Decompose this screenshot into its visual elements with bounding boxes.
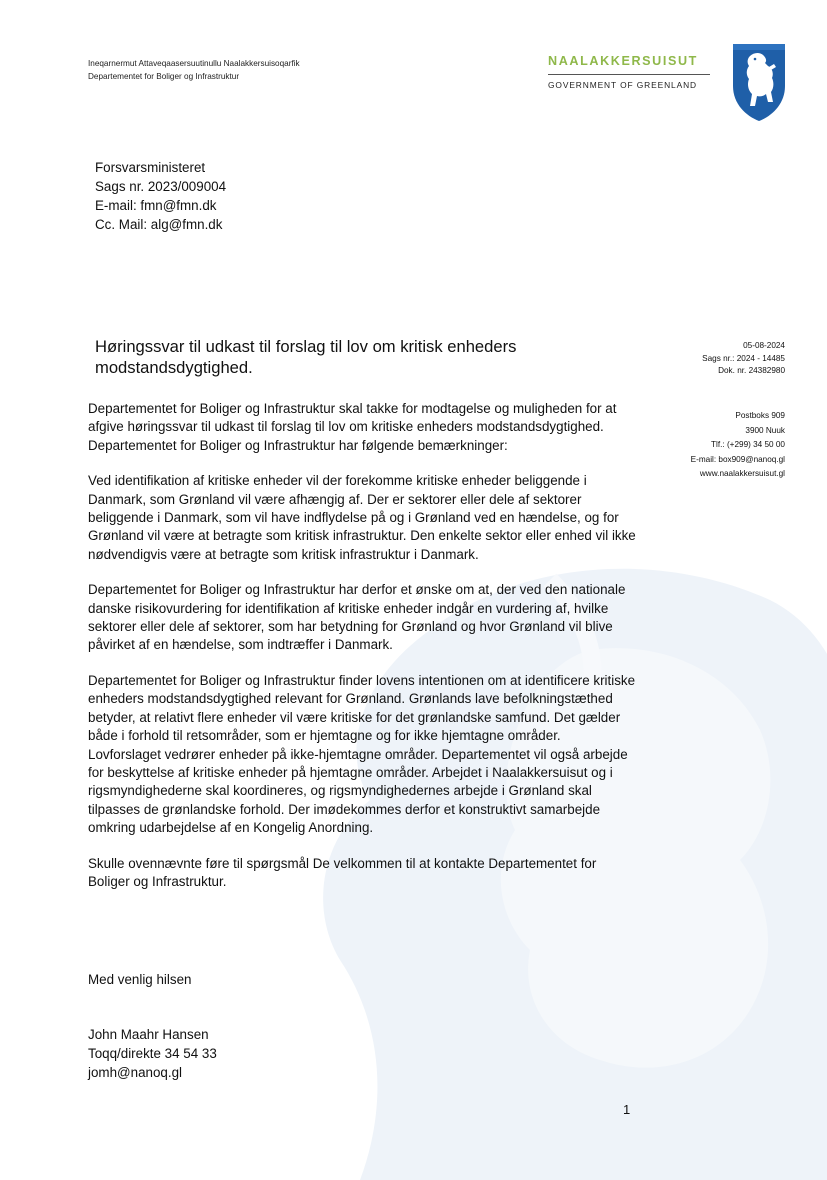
contact-city: 3900 Nuuk: [745, 425, 785, 435]
contact-po-box: Postboks 909: [735, 411, 785, 420]
recipient-address: [95, 158, 226, 234]
recipient-cc-email: Cc. Mail: alg@fmn.dk: [95, 217, 223, 232]
recipient-name: Forsvarsministeret: [95, 160, 206, 175]
letter-subject: Høringssvar til udkast til forslag til lov om kritisk enheders modstandsdygtighed.: [95, 337, 517, 377]
brand-name: NAALAKKERSUISUT: [548, 54, 698, 68]
recipient-case-number: Sags nr. 2023/009004: [95, 179, 227, 194]
signatory-phone: Toqq/direkte 34 54 33: [88, 1046, 217, 1061]
sender-contact: [691, 409, 785, 482]
letter-body: [88, 400, 636, 908]
department-header: [88, 57, 300, 83]
brand-subtitle: GOVERNMENT OF GREENLAND: [548, 80, 697, 90]
body-paragraph: Departementet for Boliger og Infrastruktur finder lovens intentionen om at identificere kritiske enheders modstandsdygtighed relevant for Grønland. Grønlands lave befolkningstæthed betyder, at relativt flere enheder vil være kritiske for det grønlandske samfund. Det gælder både i forhold til retsområder, som er hjemtagne og for ikke hjemtagne områder. Lovforslaget vedrører enheder på ikke-hjemtagne områder. Departementet vil også arbejde for beskyttelse af kritiske enheder på hjemtagne områder. Arbejdet i Naalakkersuisut og i rigsmyndighederne skal koordineres, og rigsmyndighedernes arbejde i Grønland skal tilpasses de grønlandske forhold. Der imødekommes derfor et konstruktivt samarbejde omkring udarbejdelse af en Kongelig Anordning.: [88, 672, 636, 836]
recipient-email: E-mail: fmn@fmn.dk: [95, 198, 217, 213]
contact-email: E-mail: box909@nanoq.gl: [690, 454, 785, 464]
body-paragraph: Ved identifikation af kritiske enheder vil der forekomme kritiske enheder beliggende i Danmark, som Grønland vil være afhængig af. Der er sektorer eller dele af sektorer beliggende i Danmark, som vil have indflydelse på og i Grønland ved en hændelse, og for Grønland vil være at betragte som kritisk infrastruktur. Den enkelte sektor eller enhed vil ikke nødvendigvis være at betragte som kritisk infrastruktur i Danmark.: [88, 473, 636, 562]
document-case-number: Sags nr.: 2024 - 14485: [702, 353, 785, 363]
body-paragraph: Departementet for Boliger og Infrastruktur har derfor et ønske om at, der ved den nationale danske risikovurdering for identifikation af kritiske enheder indgår en vurdering af, hvilke sektorer eller dele af sektorer, som har betydning for Grønland og hvor Grønland vil blive påvirket af en hændelse, som indtræffer i Danmark.: [88, 582, 626, 653]
signatory-email: jomh@nanoq.gl: [88, 1065, 182, 1080]
signature-block: [88, 1025, 217, 1082]
document-number: Dok. nr. 24382980: [718, 366, 785, 375]
document-date: 05-08-2024: [743, 341, 785, 350]
department-name-danish: Departementet for Boliger og Infrastruktur: [88, 72, 240, 81]
brand-divider: [548, 74, 710, 75]
document-meta: [702, 340, 785, 378]
page-number: 1: [623, 1102, 631, 1117]
body-paragraph: Skulle ovennævnte føre til spørgsmål De velkommen til at kontakte Departementet for Boliger og Infrastruktur.: [88, 855, 597, 889]
contact-website: www.naalakkersuisut.gl: [699, 469, 785, 478]
contact-phone: Tlf.: (+299) 34 50 00: [711, 440, 785, 449]
signatory-name: John Maahr Hansen: [88, 1027, 209, 1042]
letter-closing: Med venlig hilsen: [88, 972, 192, 987]
department-name-greenlandic: Ineqarnermut Attaveqaasersuutinullu Naalakkersuisoqarfik: [88, 59, 300, 68]
body-paragraph: Departementet for Boliger og Infrastruktur skal takke for modtagelse og muligheden for at afgive høringssvar til udkast til forslag til lov om kritiske enheders modstandsdygtighed. Departementet for Boliger og Infrastruktur har følgende bemærkninger:: [88, 401, 617, 453]
greenland-coat-of-arms-icon: [730, 40, 788, 122]
government-brand: [548, 54, 710, 90]
